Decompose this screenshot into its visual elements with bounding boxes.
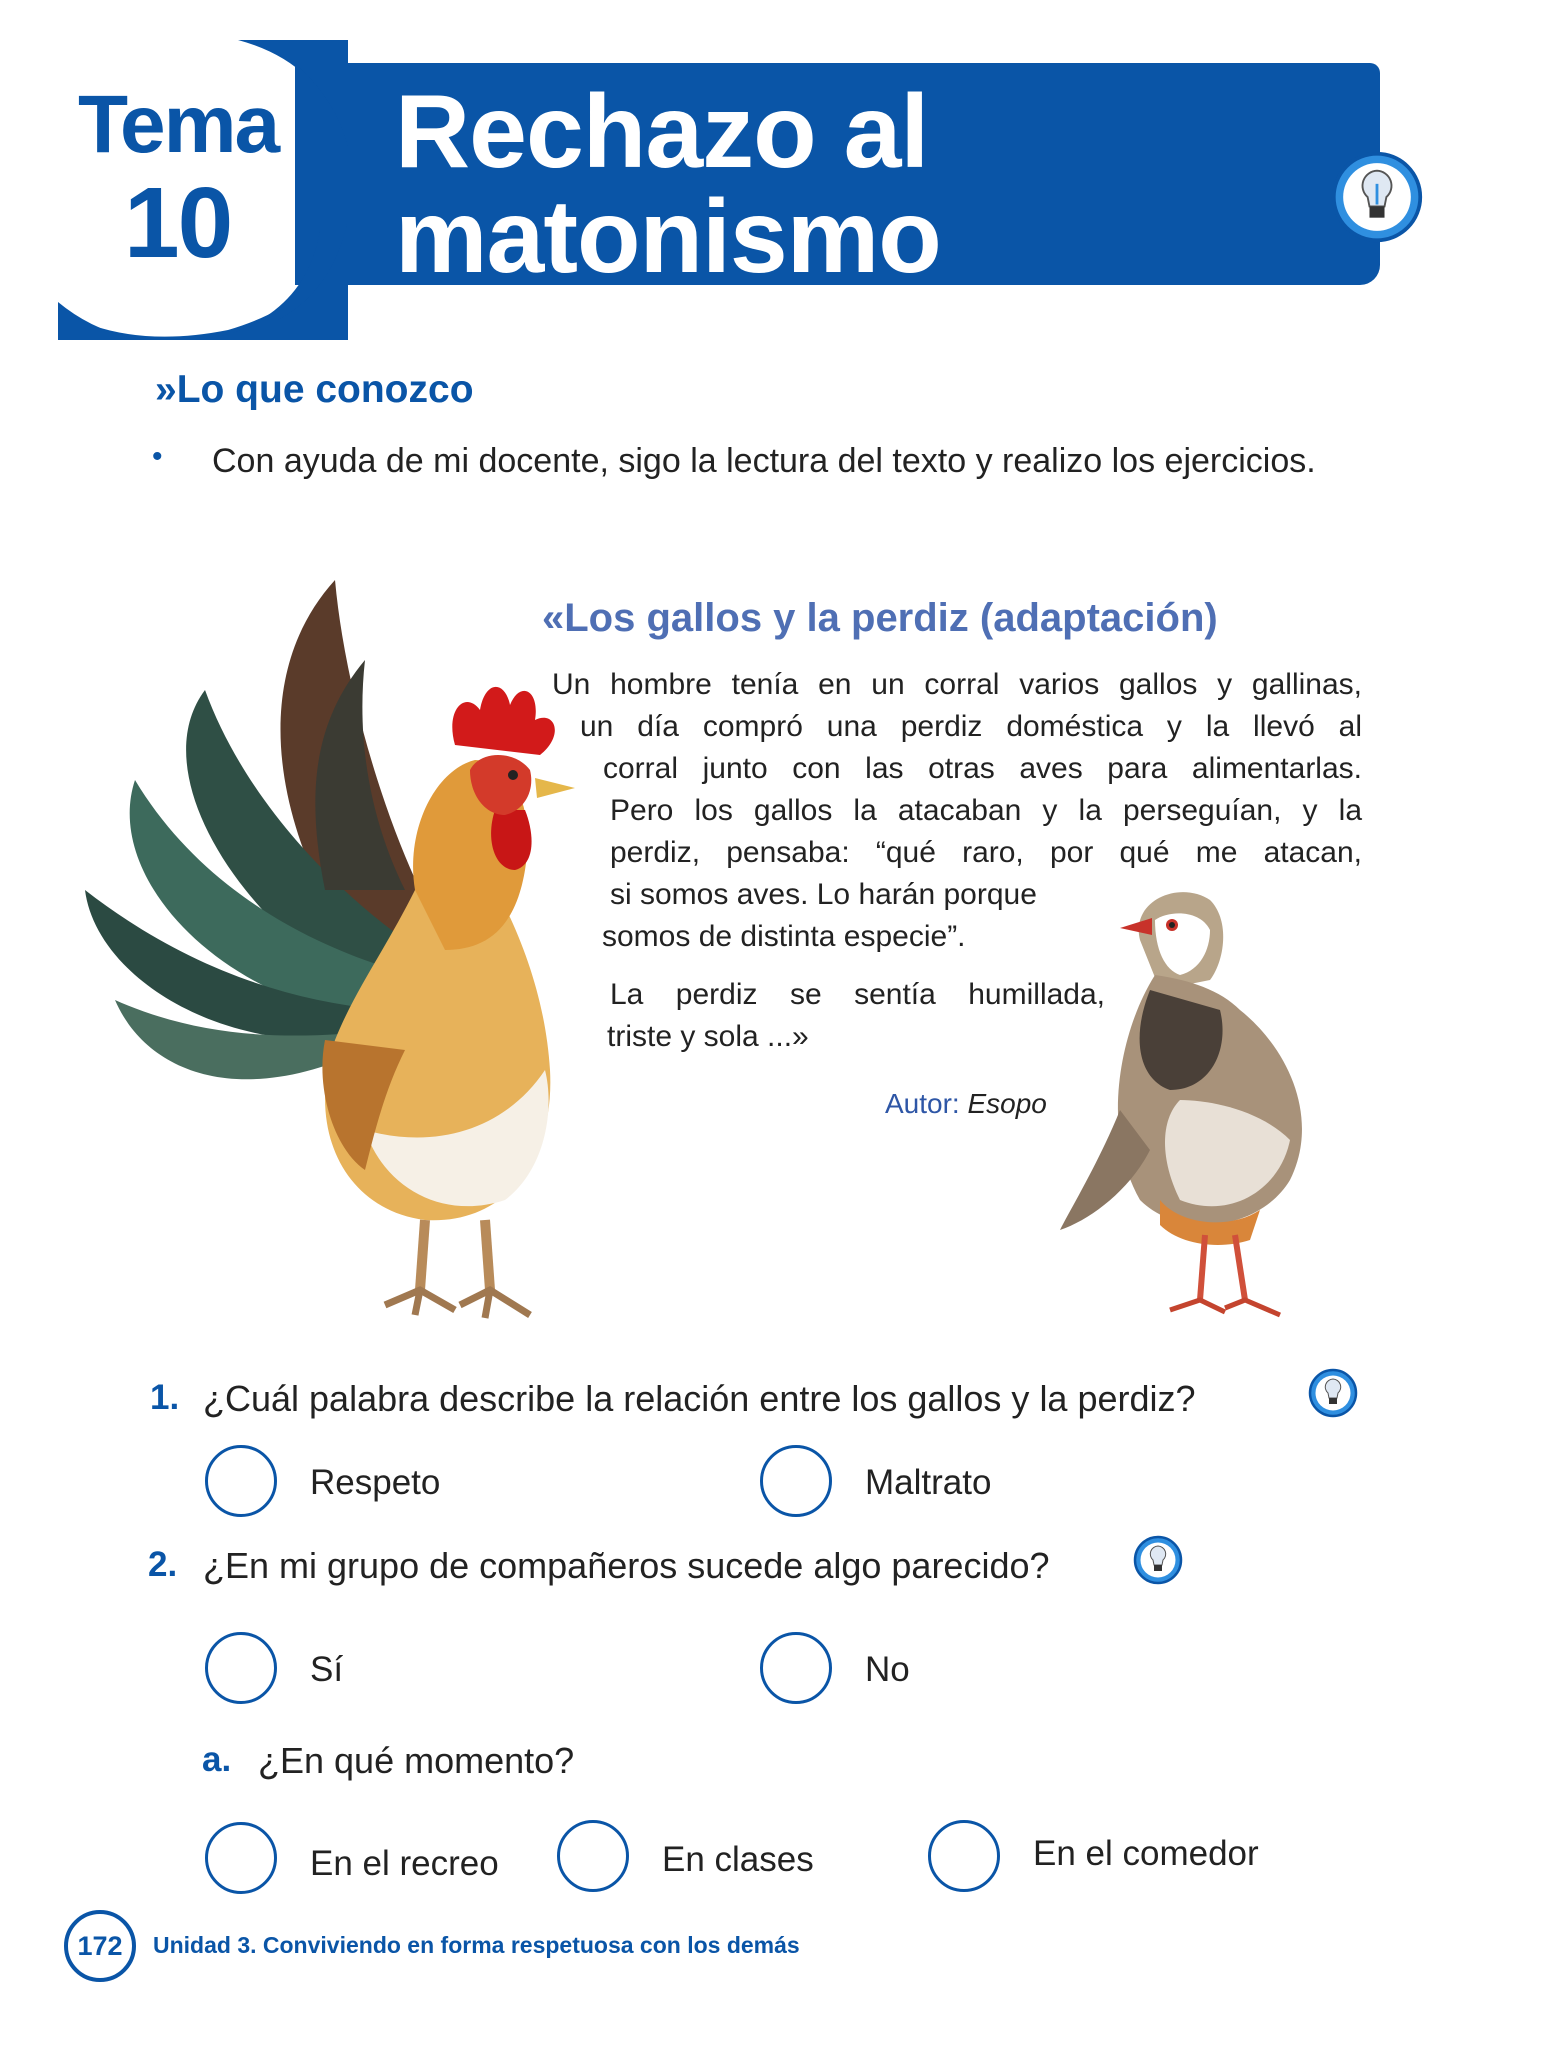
story-line: Pero los gallos la atacaban y la perseguían, y la [610, 794, 1362, 827]
story-line: si somos aves. Lo harán porque [610, 878, 1037, 911]
section-heading: »Lo que conozco [155, 368, 474, 411]
option-no-label: No [865, 1650, 910, 1689]
tema-number: 10 [124, 167, 232, 279]
tema-label: Tema [78, 79, 279, 170]
footer-unit-title: Unidad 3. Conviviendo en forma respetuosa con los demás [153, 1932, 800, 1958]
story-line: un día compró una perdiz doméstica y la llevó al [580, 710, 1362, 743]
option-respeto-radio[interactable] [205, 1445, 277, 1517]
option-clases-label: En clases [662, 1840, 814, 1879]
story-title: «Los gallos y la perdiz (adaptación) [542, 596, 1218, 640]
lightbulb-icon [1330, 150, 1424, 244]
option-comedor-label: En el comedor [1033, 1834, 1259, 1873]
story-author [885, 1088, 1047, 1120]
option-comedor-radio[interactable] [928, 1820, 1000, 1892]
option-no-radio[interactable] [760, 1632, 832, 1704]
story-line: corral junto con las otras aves para alimentarlas. [603, 752, 1362, 785]
story-line: perdiz, pensaba: “qué raro, por qué me atacan, [610, 836, 1362, 869]
story-line: Un hombre tenía en un corral varios gallos y gallinas, [552, 668, 1362, 701]
question-2-text: ¿En mi grupo de compañeros sucede algo parecido? [203, 1545, 1050, 1586]
partridge-illustration [1060, 880, 1340, 1340]
story-line: triste y sola ...» [607, 1020, 809, 1053]
author-name: Esopo [967, 1088, 1047, 1119]
story-line: somos de distinta especie”. [602, 920, 966, 953]
option-recreo-label: En el recreo [310, 1844, 499, 1883]
subquestion-a-text: ¿En qué momento? [258, 1740, 575, 1781]
option-recreo-radio[interactable] [205, 1822, 277, 1894]
bullet-icon: • [152, 440, 163, 473]
option-maltrato-radio[interactable] [760, 1445, 832, 1517]
lightbulb-icon [1308, 1368, 1358, 1418]
instruction-text: Con ayuda de mi docente, sigo la lectura del texto y realizo los ejercicios. [212, 442, 1316, 480]
page-title-line1: Rechazo al [395, 74, 929, 190]
option-si-radio[interactable] [205, 1632, 277, 1704]
rooster-illustration [85, 570, 585, 1330]
page-title-line2: matonismo [395, 179, 941, 295]
question-2-number: 2. [148, 1545, 178, 1584]
question-1-number: 1. [150, 1378, 180, 1417]
page-number: 172 [64, 1910, 136, 1982]
option-respeto-label: Respeto [310, 1463, 441, 1502]
option-maltrato-label: Maltrato [865, 1463, 992, 1502]
author-label: Autor: [885, 1088, 960, 1119]
story-line: La perdiz se sentía humillada, [610, 978, 1105, 1011]
option-si-label: Sí [310, 1650, 344, 1689]
subquestion-a-letter: a. [202, 1740, 232, 1779]
option-clases-radio[interactable] [557, 1820, 629, 1892]
lightbulb-icon [1133, 1535, 1183, 1585]
question-1-text: ¿Cuál palabra describe la relación entre los gallos y la perdiz? [203, 1378, 1196, 1419]
